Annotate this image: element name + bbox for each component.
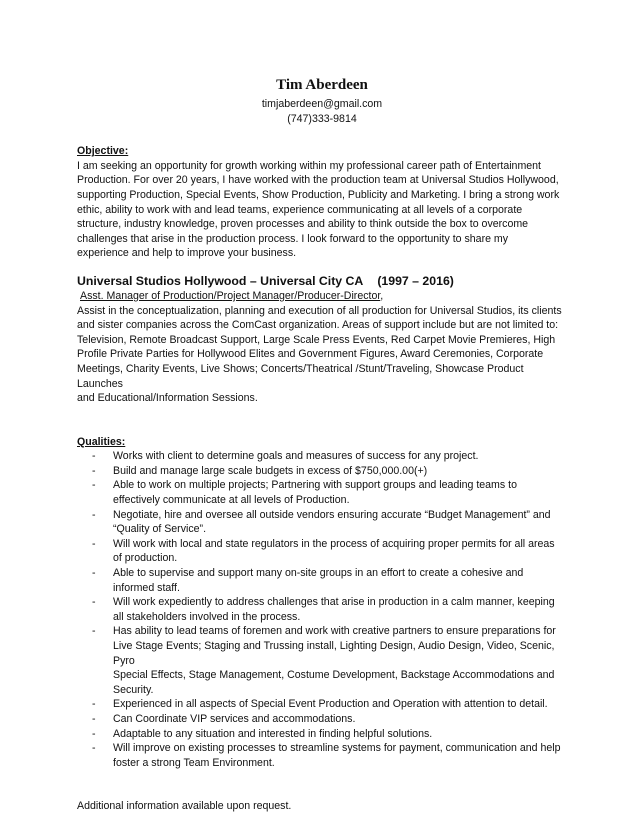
bullet-dash: - [92, 742, 96, 755]
job-title: Asst. Manager of Production/Project Manager/Producer-Director [80, 289, 381, 302]
quality-line: Special Effects, Stage Management, Costume Development, Backstage Accommodations and [113, 669, 555, 682]
objective-section [77, 144, 567, 261]
quality-item [77, 566, 567, 595]
description-line: and sister companies across the ComCast organization. Areas of support include but are not limited to: [77, 319, 559, 332]
quality-line: Will work expediently to address challenges that arise in production in a calm manner, keeping [113, 596, 555, 609]
quality-line: Will work with local and state regulators in the process of acquiring proper permits for all areas [113, 537, 555, 550]
bullet-dash: - [92, 464, 96, 477]
quality-line: Works with client to determine goals and measures of success for any project. [113, 450, 479, 463]
job-title-line: Asst. Manager of Production/Project Manager/Producer-Director, [80, 289, 384, 302]
quality-line: Live Stage Events; Staging and Trussing install, Lighting Design, Audio Design, Video, Scenic, Pyro [113, 640, 555, 667]
objective-line: experience and help to improve your business. [77, 247, 297, 260]
employer-name: Universal Studios Hollywood – Universal City CA [77, 273, 364, 288]
quality-line: Able to supervise and support many on-site groups in an effort to create a cohesive and [113, 567, 524, 580]
quality-item [77, 712, 567, 727]
quality-line: “Quality of Service”. [113, 523, 207, 536]
quality-item [77, 449, 567, 464]
quality-line: Security. [113, 683, 154, 696]
quality-line: Adaptable to any situation and interested in finding helpful solutions. [113, 727, 433, 740]
quality-item [77, 727, 567, 742]
objective-line: I am seeking an opportunity for growth working within my professional career path of Entertainment [77, 159, 542, 172]
bullet-dash: - [92, 567, 96, 580]
description-line: Profile Private Parties for Hollywood Elites and Government Figures, Award Ceremonies, Corporate [77, 348, 544, 361]
quality-line: effectively communicate at all levels of Production. [113, 494, 350, 507]
footer-note: Additional information available upon request. [77, 800, 292, 813]
objective-line: challenges that arise in the production process. I look forward to the opportunity to share my [77, 232, 509, 245]
quality-line: all stakeholders involved in the process. [113, 610, 301, 623]
bullet-dash: - [92, 596, 96, 609]
experience-section [77, 273, 567, 406]
bullet-dash: - [92, 450, 96, 463]
bullet-dash: - [92, 479, 96, 492]
quality-line: of production. [113, 552, 178, 565]
quality-item [77, 478, 567, 507]
qualities-heading: Qualities: [77, 435, 126, 448]
resume-header [77, 76, 567, 126]
description-line: Assist in the conceptualization, planning and execution of all production for Universal Studios, its clients [77, 304, 562, 317]
quality-line: foster a strong Team Environment. [113, 756, 275, 769]
objective-line: supporting Production, Special Events, Show Production, Publicity and Marketing. I bring a strong work [77, 188, 560, 201]
bullet-dash: - [92, 508, 96, 521]
job-description [77, 304, 567, 406]
phone-number: (747)333-9814 [287, 112, 357, 125]
quality-item [77, 595, 567, 624]
bullet-dash: - [92, 537, 96, 550]
email-address: timjaberdeen@gmail.com [261, 98, 383, 110]
quality-item [77, 697, 567, 712]
quality-line: Experienced in all aspects of Special Event Production and Operation with attention to detail. [113, 698, 548, 711]
bullet-dash: - [92, 712, 96, 725]
objective-line: ethic, ability to work with and lead teams, experience communicating at all levels of a corporate [77, 203, 523, 216]
quality-line: Can Coordinate VIP services and accommodations. [113, 712, 356, 725]
employment-dates: (1997 – 2016) [377, 273, 454, 288]
description-line: Television, Remote Broadcast Support, Large Scale Press Events, Red Carpet Movie Premieres, High [77, 333, 556, 346]
bullet-dash: - [92, 698, 96, 711]
bullet-dash: - [92, 727, 96, 740]
objective-heading: Objective: [77, 145, 129, 158]
qualities-section [77, 435, 567, 771]
quality-item [77, 741, 567, 770]
bullet-dash: - [92, 625, 96, 638]
quality-line: Has ability to lead teams of foremen and work with creative partners to ensure preparations for [113, 625, 556, 638]
objective-line: structure, industry knowledge, proven processes and ability to think outside the box to overcome [77, 218, 529, 231]
quality-item [77, 508, 567, 537]
objective-line: Production. For over 20 years, I have worked with the production team at Universal Studios Hollywood, [77, 174, 559, 187]
description-line: and Educational/Information Sessions. [77, 392, 258, 405]
quality-item [77, 537, 567, 566]
resume-document [77, 76, 567, 814]
candidate-name: Tim Aberdeen [276, 77, 368, 93]
description-line: Meetings, Charity Events, Live Shows; Concerts/Theatrical /Stunt/Traveling, Showcase Product Launches [77, 362, 524, 390]
quality-item [77, 464, 567, 479]
quality-line: Negotiate, hire and oversee all outside vendors ensuring accurate “Budget Management” and [113, 508, 551, 521]
quality-line: informed staff. [113, 581, 180, 594]
qualities-list [77, 449, 567, 770]
employer-line [77, 273, 567, 289]
quality-line: Will improve on existing processes to streamline systems for payment, communication and help [113, 742, 561, 755]
objective-text [77, 159, 567, 261]
quality-line: Build and manage large scale budgets in excess of $750,000.00(+) [113, 464, 428, 477]
quality-line: Able to work on multiple projects; Partnering with support groups and leading teams to [113, 479, 517, 492]
quality-item [77, 624, 567, 697]
